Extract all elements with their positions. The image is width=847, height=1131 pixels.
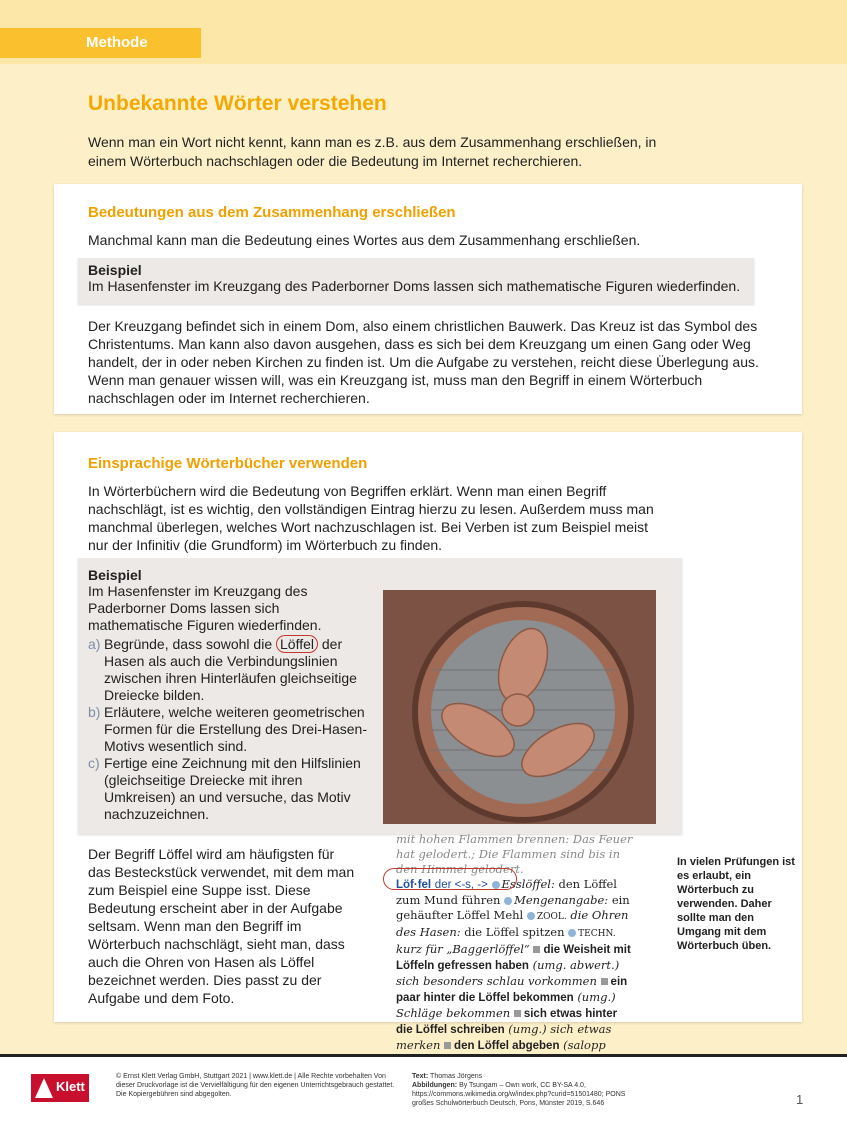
task-item <box>88 755 374 823</box>
idiom-marker-icon <box>514 1010 521 1017</box>
circled-word-loeffel: Löffel <box>276 635 318 653</box>
dict-def-1: Esslöffel: <box>501 877 555 891</box>
task-item <box>88 636 374 704</box>
photo-illustration <box>383 590 656 824</box>
footer-credits <box>412 1072 642 1108</box>
section2-body: Der Begriff Löffel wird am häufigsten für das Besteckstück verwendet, mit dem man zum Beispiel eine Suppe isst. Diese Bedeutung erscheint aber in der Aufgabe seltsam. Wenn man den Begriff im Wörterbuch nachschlägt, sieht man, dass auch die Ohren von Hasen als Löffel bezeichnet werden. Dies passt zu der Aufgabe und dem Foto. <box>88 846 355 1006</box>
dict-def-3b: die Löffel spitzen <box>464 925 565 939</box>
sense-3-icon <box>527 912 535 920</box>
dict-grammar: der <-s, -> <box>434 879 488 891</box>
section2-example-text: Im Hasenfenster im Kreuzgang des Paderborner Doms lassen sich mathematische Figuren wiederfinden. <box>88 583 322 633</box>
dict-idiom-4-def: (salopp <box>563 1038 606 1052</box>
method-tag: Methode <box>0 28 201 58</box>
three-hares-window-photo <box>383 590 656 824</box>
section1-body: Der Kreuzgang befindet sich in einem Dom, also einem christlichen Bauwerk. Das Kreuz ist das Symbol des Christentums. Man kann also davon ausgehen, dass es sich bei dem Kreuzgang um einen Gang oder Weg handelt, der in oder neben Kirchen zu finden ist. Um die Aufgabe zu verstehen, reicht diese Überlegung aus. Wenn man genauer wissen will, was ein Kreuzgang ist, muss man den Begriff in einem Wörterbuch nachschlagen oder im Internet recherchieren. <box>88 318 759 406</box>
dict-headword: Löf·fel <box>396 879 432 891</box>
footer-text-label: Text: <box>412 1073 429 1080</box>
section2-heading: Einsprachige Wörterbücher verwenden <box>88 455 368 472</box>
task-letter: b) <box>88 704 101 720</box>
dictionary-excerpt <box>396 832 634 1052</box>
dict-def-4: kurz für „Baggerlöffel“ <box>396 942 530 956</box>
footer-copyright: © Ernst Klett Verlag GmbH, Stuttgart 2021 | www.klett.de | Alle Rechte vorbehalten Von dieser Druckvorlage ist die Vervielfältigung für den eigenen Unterrichtsgebrauch gestattet. Die Kopiergebühren sind abgegolten. <box>116 1073 395 1098</box>
section2-lead: In Wörterbüchern wird die Bedeutung von Begriffen erklärt. Wenn man einen Begriff nachschlägt, ist es wichtig, den vollständigen Eintrag hierzu zu lesen. Außerdem muss man manchmal überlegen, welches Wort nachzuschlagen ist. Bei Verben ist zum Beispiel meist nur der Infinitiv (die Grundform) im Wörterbuch zu finden. <box>88 483 654 553</box>
klett-logo-icon <box>35 1078 53 1098</box>
dict-idiom-1: die Weisheit mit Löffeln gefressen haben <box>396 944 631 972</box>
task-list <box>88 636 374 823</box>
task-text-post: der Hasen als auch die Verbindungslinien zwischen ihren Hinterläufen gleichseitige Dreiecke bilden. <box>104 636 357 703</box>
footer-images-label: Abbildungen: <box>412 1082 458 1089</box>
task-letter: c) <box>88 755 100 771</box>
footer-images-credit: By Tsungam – Own work, CC BY-SA 4.0, https://commons.wikimedia.org/w/index.php?curid=51501480; PONS großes Schulwörterbuch Deutsch, Pons, Münster 2019, S.646 <box>412 1082 626 1107</box>
task-text-pre: Begründe, dass sowohl die <box>104 636 273 652</box>
idiom-marker-icon <box>444 1042 451 1049</box>
section1-heading: Bedeutungen aus dem Zusammenhang erschließen <box>88 204 456 221</box>
sense-4-icon <box>568 929 576 937</box>
footer-text-author: Thomas Jörgens <box>430 1073 483 1080</box>
dict-techn: TECHN. <box>578 929 616 939</box>
dict-previous-entry: mit hohen Flammen brennen: Das Feuer hat gelodert.; Die Flammen sind bis in den Himmel gelodert. <box>396 832 633 876</box>
dict-idiom-3-def: (umg.) sich etwas merken <box>396 1022 612 1052</box>
task-text: Erläutere, welche weiteren geometrischen Formen für die Erstellung des Drei-Hasen-Motivs wesentlich sind. <box>104 704 367 754</box>
section1-lead: Manchmal kann man die Bedeutung eines Wortes aus dem Zusammenhang erschließen. <box>88 232 641 248</box>
dict-idiom-3: sich etwas hinter die Löffel schreiben <box>396 1008 618 1036</box>
dict-idiom-2: ein paar hinter die Löffel bekommen <box>396 976 628 1004</box>
dict-def-1b: den Löffel zum Mund führen <box>396 877 617 907</box>
klett-logo-text: Klett <box>56 1079 85 1094</box>
section1-example-text: Im Hasenfenster im Kreuzgang des Paderborner Doms lassen sich mathematische Figuren wiederfinden. <box>88 278 741 294</box>
section1-example-label: Beispiel <box>88 262 142 278</box>
section2-example-label: Beispiel <box>88 567 142 583</box>
side-note: In vielen Prüfungen ist es erlaubt, ein Wörterbuch zu verwenden. Daher sollte man den Umgang mit dem Wörterbuch üben. <box>677 856 795 952</box>
dict-def-3: die Ohren des Hasen: <box>396 908 629 939</box>
footer <box>0 1054 847 1131</box>
page-number: 1 <box>796 1092 804 1107</box>
dict-def-2: ein gehäufter Löffel Mehl <box>396 893 630 922</box>
klett-logo <box>31 1074 89 1102</box>
dict-zool: ZOOL. <box>536 912 567 922</box>
headword-highlight-circle <box>383 868 517 890</box>
dict-idiom-4: den Löffel abgeben <box>454 1040 560 1052</box>
page-title: Unbekannte Wörter verstehen <box>88 92 387 115</box>
intro-text: Wenn man ein Wort nicht kennt, kann man es z.B. aus dem Zusammenhang erschließen, in einem Wörterbuch nachschlagen oder die Bedeutung im Internet recherchieren. <box>88 134 657 169</box>
dict-idiom-2-def: (umg.) Schläge bekommen <box>396 990 616 1020</box>
task-item <box>88 704 374 755</box>
dict-idiom-1-def: (umg. abwert.) sich besonders schlau vorkommen <box>396 958 620 988</box>
task-letter: a) <box>88 636 101 652</box>
task-text: Fertige eine Zeichnung mit den Hilfslinien (gleichseitige Dreiecke mit ihren Umkreisen) an und versuche, das Motiv nachzuzeichnen. <box>104 755 361 822</box>
idiom-marker-icon <box>601 978 608 985</box>
idiom-marker-icon <box>533 946 540 953</box>
section1-example-box <box>78 258 754 304</box>
dict-label-1: Mengenangabe: <box>514 893 609 907</box>
sense-2-icon <box>504 897 512 905</box>
